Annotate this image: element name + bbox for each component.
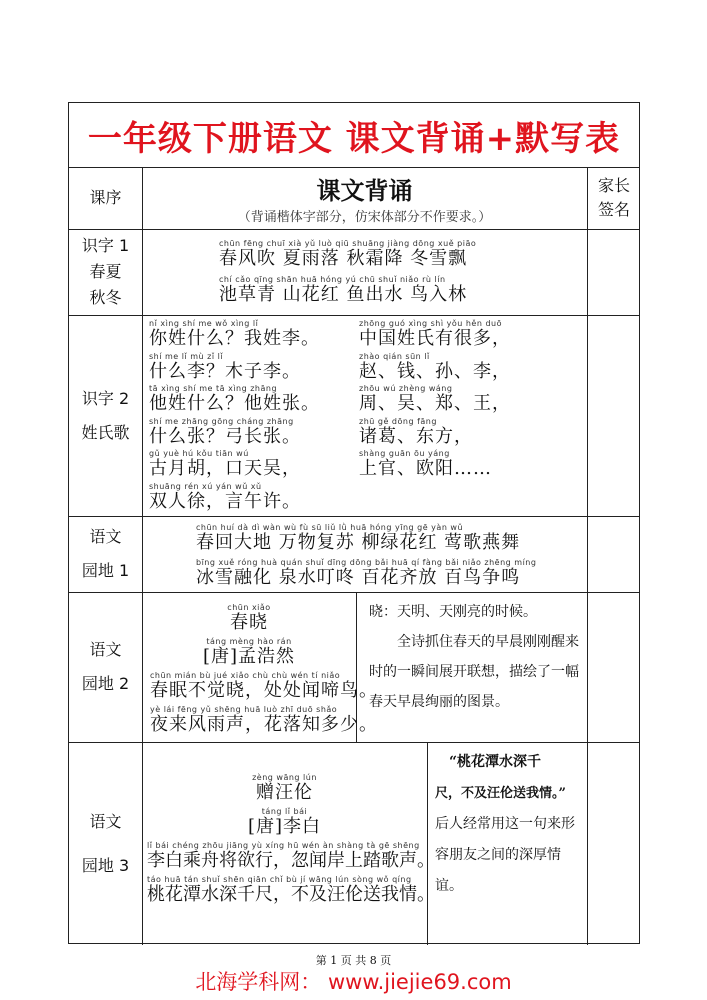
lesson2-line <box>359 384 511 415</box>
note-line: 尺，不及汪伦送我情。” <box>435 786 566 801</box>
lesson1-line1 <box>219 239 476 270</box>
lesson4-line1 <box>150 671 378 702</box>
lesson5-poem-author <box>142 807 427 838</box>
lesson4-label-line: 园地 2 <box>81 674 130 693</box>
pinyin: bīng xuě róng huà quán shuǐ dīng dōng bǎi huā qí fàng bǎi niǎo zhēng míng <box>196 558 537 567</box>
lesson4-poem-title <box>142 603 356 634</box>
lesson2-line <box>149 417 301 448</box>
text: 冰雪融化 泉水叮咚 百花齐放 百鸟争鸣 <box>196 567 521 588</box>
lesson3-label-line: 语文 <box>89 527 122 546</box>
pinyin: yè lái fēng yǔ shēng huā luò zhī duō shǎo <box>150 705 338 714</box>
note-line: 时的一瞬间展开联想，描绘了一幅 <box>369 664 579 680</box>
header-main <box>142 167 587 229</box>
lesson2-label <box>69 315 142 516</box>
pinyin: chí cǎo qīng shān huā hóng yú chū shuǐ niǎo rù lín <box>219 275 446 284</box>
pinyin: zhū gě dōng fāng <box>359 416 437 426</box>
lesson2-line <box>149 384 320 415</box>
lesson1-label-line: 识字 1 <box>81 236 130 255</box>
lesson5-label-line: 语文 <box>89 811 122 831</box>
lesson1-label-line: 春夏 <box>89 262 122 281</box>
pinyin: gǔ yuè hú kǒu tiān wú <box>149 449 249 458</box>
row-divider <box>69 592 639 593</box>
lesson2-line <box>149 319 320 350</box>
lesson5-label-line: 园地 3 <box>81 855 130 875</box>
lesson5-line2 <box>147 875 435 906</box>
lesson1-line2 <box>219 275 467 306</box>
text: 赠汪伦 <box>256 782 313 803</box>
lesson3-label-line: 园地 1 <box>81 561 130 580</box>
pinyin: nǐ xìng shí me wǒ xìng lǐ <box>149 319 259 328</box>
col-divider <box>587 167 588 945</box>
text: 他姓什么？他姓张。 <box>149 393 320 414</box>
row-divider <box>69 315 639 316</box>
pinyin: zhōng guó xìng shì yǒu hěn duō <box>359 319 502 328</box>
header-parent-sign <box>587 167 641 229</box>
pinyin: tā xìng shí me tā xìng zhāng <box>149 384 278 393</box>
note-line: 谊。 <box>435 878 463 894</box>
header-sign-line2: 签名 <box>597 200 630 219</box>
text: 春风吹 夏雨落 秋霜降 冬雪飘 <box>219 248 468 269</box>
pinyin: chūn huí dà dì wàn wù fù sū liǔ lǜ huā hóng yīng gē yàn wǔ <box>196 523 464 532</box>
lesson4-label-line: 语文 <box>89 640 122 659</box>
text: 古月胡，口天吴， <box>149 458 301 479</box>
lesson4-poem-author <box>142 637 356 668</box>
lesson4-line2 <box>150 705 378 736</box>
pinyin: zhōu wú zhèng wáng <box>359 384 453 393</box>
text: 中国姓氏有很多， <box>359 328 511 349</box>
row-divider <box>69 742 639 743</box>
text: [唐]李白 <box>247 816 322 837</box>
lesson2-line <box>149 449 301 480</box>
note-line: 后人经常用这一句来形 <box>435 816 575 832</box>
text: 双人徐，言午许。 <box>149 490 301 512</box>
lesson3-line1 <box>196 523 520 554</box>
text: 什么李？木子李。 <box>149 360 301 382</box>
lesson1-label <box>69 229 142 315</box>
pinyin: shuāng rén xú yán wǔ xǔ <box>149 481 262 491</box>
recitation-table <box>68 102 640 944</box>
pinyin: shí me zhāng gōng cháng zhāng <box>149 416 294 426</box>
lesson5-notes <box>435 747 585 902</box>
pinyin: chūn xiǎo <box>227 603 271 612</box>
lesson3-label <box>69 516 142 592</box>
page-title: 一年级下册语文 课文背诵+默写表 <box>87 119 621 159</box>
row-divider <box>69 229 639 230</box>
pinyin: chūn mián bù jué xiǎo chù chù wén tí niǎo <box>150 671 341 680</box>
lesson1-label-line: 秋冬 <box>89 288 122 307</box>
text: 赵、钱、孙、李， <box>359 360 511 382</box>
text: 什么张？弓长张。 <box>149 425 301 447</box>
lesson2-line <box>359 449 492 480</box>
header-sign-line1: 家长 <box>597 176 630 195</box>
pinyin: táng mèng hào rán <box>206 637 292 646</box>
row-divider <box>69 516 639 517</box>
pinyin: chūn fēng chuī xià yǔ luò qiū shuāng jiàng dōng xuě piāo <box>219 239 477 248</box>
pinyin: shàng guān ōu yáng <box>359 449 450 458</box>
note-line: “桃花潭水深千 <box>449 754 542 770</box>
text: 李白乘舟将欲行，忽闻岸上踏歌声。 <box>147 850 435 871</box>
text: 池草青 山花红 鱼出水 鸟入林 <box>219 284 468 305</box>
page-footer: 第 1 页 共 8 页 <box>315 954 392 967</box>
lesson2-line <box>359 417 473 448</box>
note-line: 容朋友之间的深厚情 <box>435 847 561 863</box>
header-lesson-order: 课序 <box>89 188 122 207</box>
lesson4-label <box>69 592 142 742</box>
text: 桃花潭水深千尺，不及汪伦送我情。 <box>147 884 435 905</box>
text: [唐]孟浩然 <box>202 646 296 667</box>
pinyin: zhào qián sūn lǐ <box>359 351 430 361</box>
text: 春回大地 万物复苏 柳绿花红 莺歌燕舞 <box>196 532 521 553</box>
pinyin: zèng wāng lún <box>252 773 317 782</box>
lesson5-label <box>69 742 142 945</box>
text: 诸葛、东方， <box>359 425 473 447</box>
lesson2-line <box>149 482 301 513</box>
text: 春眠不觉晓，处处闻啼鸟。 <box>150 680 378 701</box>
pinyin: táo huā tán shuǐ shēn qiān chǐ bù jí wāng lún sòng wǒ qíng <box>147 875 412 884</box>
text: 夜来风雨声，花落知多少。 <box>150 714 378 735</box>
text: 周、吴、郑、王， <box>359 393 511 414</box>
watermark: 北海学科网： www.jiejie69.com <box>195 970 512 994</box>
text: 你姓什么？我姓李。 <box>149 328 320 349</box>
lesson2-label-line: 姓氏歌 <box>81 422 130 442</box>
text: 上官、欧阳…… <box>359 458 492 479</box>
pinyin: shí me lǐ mù zǐ lǐ <box>149 351 224 361</box>
lesson2-line <box>359 352 511 383</box>
lesson2-line <box>149 352 301 383</box>
lesson2-line <box>359 319 511 350</box>
note-line: 全诗抓住春天的早晨刚刚醒来 <box>397 634 579 650</box>
text: 春晓 <box>230 612 268 633</box>
header-heading: 课文背诵 <box>316 177 413 205</box>
lesson3-line2 <box>196 558 536 589</box>
pinyin: lǐ bái chéng zhōu jiāng yù xíng hū wén àn shàng tà gē shēng <box>147 841 420 850</box>
lesson2-label-line: 识字 2 <box>81 388 130 408</box>
header-subheading: （背诵楷体字部分，仿宋体部分不作要求。） <box>237 210 492 225</box>
lesson4-notes <box>369 597 583 717</box>
pinyin: táng lǐ bái <box>261 807 308 816</box>
note-line: 晓：天明、天刚亮的时候。 <box>369 604 537 620</box>
lesson5-poem-title <box>142 773 427 804</box>
note-line: 春天早晨绚丽的图景。 <box>369 694 509 710</box>
lesson5-line1 <box>147 841 435 872</box>
